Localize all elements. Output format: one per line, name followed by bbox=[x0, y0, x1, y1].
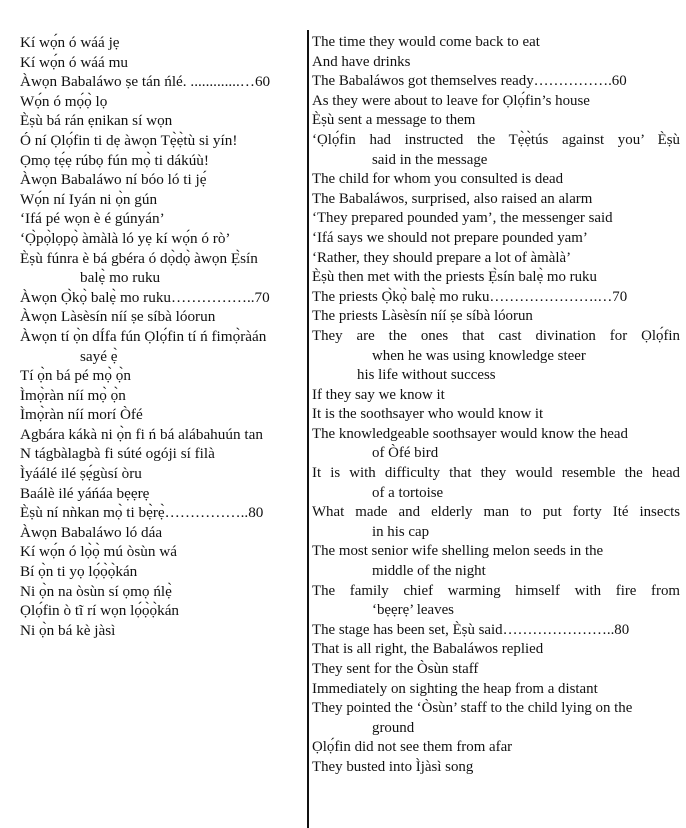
yoruba-line: Ni ọ̀n bá kè jàsì bbox=[20, 621, 116, 639]
yoruba-line: Àwọn Ọ̀kọ̀ balẹ̀ mo ruku……………..70 bbox=[20, 288, 270, 306]
english-line-continuation: ‘bẹẹrẹ’ leaves bbox=[372, 602, 454, 619]
yoruba-line: ‘Ọ̀pọ̀lọpọ̀ àmàlà ló yẹ kí wọ́n ó rò’ bbox=[20, 229, 231, 247]
english-line-continuation: when he was using knowledge steer bbox=[372, 347, 586, 364]
english-line-continuation: in his cap bbox=[372, 523, 430, 540]
english-line: ‘Ifá says we should not prepare pounded yam’ bbox=[312, 229, 588, 246]
english-line: The time they would come back to eat bbox=[312, 34, 540, 50]
english-line-continuation: ground bbox=[372, 719, 415, 736]
column-divider bbox=[307, 30, 309, 828]
yoruba-line-continuation: sayé ẹ̀ bbox=[80, 347, 118, 365]
yoruba-line: Kí wọ́n ó wáá jẹ bbox=[20, 34, 120, 51]
english-line-continuation: said in the message bbox=[372, 151, 488, 168]
yoruba-line: Kí wọ́n ó wáá mu bbox=[20, 53, 128, 71]
english-line: The knowledgeable soothsayer would know the head bbox=[312, 425, 628, 442]
english-line: Èṣù sent a message to them bbox=[312, 112, 476, 129]
yoruba-line: Agbára kákà ni ọ̀n fi ń bá alábahuún tan bbox=[20, 425, 263, 443]
english-text-column bbox=[312, 33, 680, 778]
english-line: And have drinks bbox=[312, 53, 411, 70]
yoruba-line: Wọ́n ó mọ́ọ̀ lọ bbox=[20, 92, 108, 110]
yoruba-line: Kí wọ́n ó lọ̀ọ̀ mú òsùn wá bbox=[20, 543, 177, 561]
english-line: Immediately on sighting the heap from a distant bbox=[312, 680, 598, 697]
english-line: They sent for the Òsùn staff bbox=[312, 661, 479, 677]
yoruba-line: Ìmọ̀ràn níí mọ̀ ọ̀n bbox=[20, 386, 126, 404]
english-line: It is the soothsayer who would know it bbox=[312, 406, 544, 423]
english-line: The stage has been set, Èṣù said…………………..80 bbox=[312, 621, 630, 638]
english-line: The Babaláwos got themselves ready…………….60 bbox=[312, 73, 627, 90]
english-line: ‘They prepared pounded yam’, the messenger said bbox=[312, 210, 613, 227]
english-line: It is with difficulty that they would resemble the head bbox=[312, 465, 680, 482]
yoruba-line: Ìmọ̀ràn níí morí Òfé bbox=[20, 406, 143, 424]
yoruba-line: Wọ́n ní Iyán ni ọ̀n gún bbox=[20, 190, 158, 208]
yoruba-line: Ọlọ́fin ò tĩ rí wọn lọ́ọ̀ọ̀kán bbox=[20, 602, 180, 620]
yoruba-line: Àwọn Babaláwo ló dáa bbox=[20, 523, 163, 541]
english-line: Ọlọ́fin did not see them from afar bbox=[312, 739, 513, 756]
english-line: They busted into Ìjàsì song bbox=[312, 758, 474, 775]
english-line: The priests Làsèsín níí ṣe síbà lóorun bbox=[312, 308, 533, 325]
yoruba-line-continuation: balẹ̀ mo ruku bbox=[80, 269, 161, 287]
yoruba-line: Èṣù ní nǹkan mọ̀ ti bẹ̀rẹ̀……………..80 bbox=[20, 504, 264, 522]
yoruba-line: Àwọn Babaláwo ní bóo ló ti jẹ́ bbox=[20, 171, 207, 189]
english-line: As they were about to leave for Ọlọ́fin’s house bbox=[312, 92, 590, 109]
yoruba-line: Ìyáálé ilé ṣẹ́gùsí òru bbox=[20, 465, 142, 483]
english-line: The most senior wife shelling melon seeds in the bbox=[312, 543, 604, 560]
english-line: Èṣù then met with the priests Ẹ̀sín balẹ̀ mo ruku bbox=[312, 269, 597, 286]
yoruba-line: Ó ní Ọlọ́fin ti dẹ àwọn Tẹ̀ẹ̀tù si yín! bbox=[20, 131, 238, 149]
english-line-continuation: of a tortoise bbox=[372, 484, 444, 501]
english-line: ‘Rather, they should prepare a lot of àmàlà’ bbox=[312, 249, 572, 266]
english-line: The Babaláwos, surprised, also raised an alarm bbox=[312, 190, 593, 207]
english-line: They are the ones that cast divination for Ọlọ́fin bbox=[312, 327, 680, 344]
yoruba-line: Baálè ilé yáńáa bẹẹrẹ bbox=[20, 484, 150, 502]
english-line: The priests Ọ̀kọ̀ balẹ̀ mo ruku………………….…70 bbox=[312, 288, 628, 305]
yoruba-line: Ọmọ tẹ́ẹ rúbọ fún mọ̀ ti dákúù! bbox=[20, 151, 209, 169]
english-line: The family chief warming himself with fire from bbox=[312, 582, 680, 599]
yoruba-line: Bí ọ̀n ti yọ lọ́ọ̀ọ̀kán bbox=[20, 563, 138, 581]
yoruba-line: Tí ọ̀n bá pé mọ̀ ọ̀n bbox=[20, 367, 131, 385]
english-line: If they say we know it bbox=[312, 386, 445, 403]
english-line: That is all right, the Babaláwos replied bbox=[312, 641, 544, 658]
english-line: The child for whom you consulted is dead bbox=[312, 171, 564, 188]
yoruba-line: Ni ọ̀n na òsùn sí ọmọ ńlẹ̀ bbox=[20, 582, 172, 600]
yoruba-line: Èṣù bá rán ẹnikan sí wọn bbox=[20, 112, 173, 130]
yoruba-line: N tágbàlagbà fi súté ogóji sí filà bbox=[20, 445, 215, 463]
yoruba-text-column bbox=[20, 33, 302, 640]
english-line-continuation: middle of the night bbox=[372, 563, 486, 580]
yoruba-line: Àwọn tí ọ̀n dÍfa fún Ọlọ́fin tí ń fimọ̀ràán bbox=[20, 327, 267, 345]
english-line: What made and elderly man to put forty Ité insects bbox=[312, 504, 680, 521]
yoruba-line: Àwọn Làsèsín níí ṣe síbà lóorun bbox=[20, 308, 216, 326]
yoruba-line: ‘Ifá pé wọn è é gúnyán’ bbox=[20, 210, 165, 228]
english-line-continuation: his life without success bbox=[357, 367, 496, 384]
english-line: ‘Ọlọ́fin had instructed the Tẹ̀ẹ̀tús against you’ Èṣù bbox=[312, 131, 680, 148]
yoruba-line: Èṣù fúnra è bá gbéra ó dọ̀dọ̀ àwọn Ẹ̀sín bbox=[20, 249, 258, 267]
english-line-continuation: of Òfé bird bbox=[372, 445, 439, 462]
yoruba-line: Àwọn Babaláwo ṣe tán ńlé. .............…60 bbox=[20, 73, 271, 91]
english-line: They pointed the ‘Òsùn’ staff to the child lying on the bbox=[312, 700, 633, 717]
